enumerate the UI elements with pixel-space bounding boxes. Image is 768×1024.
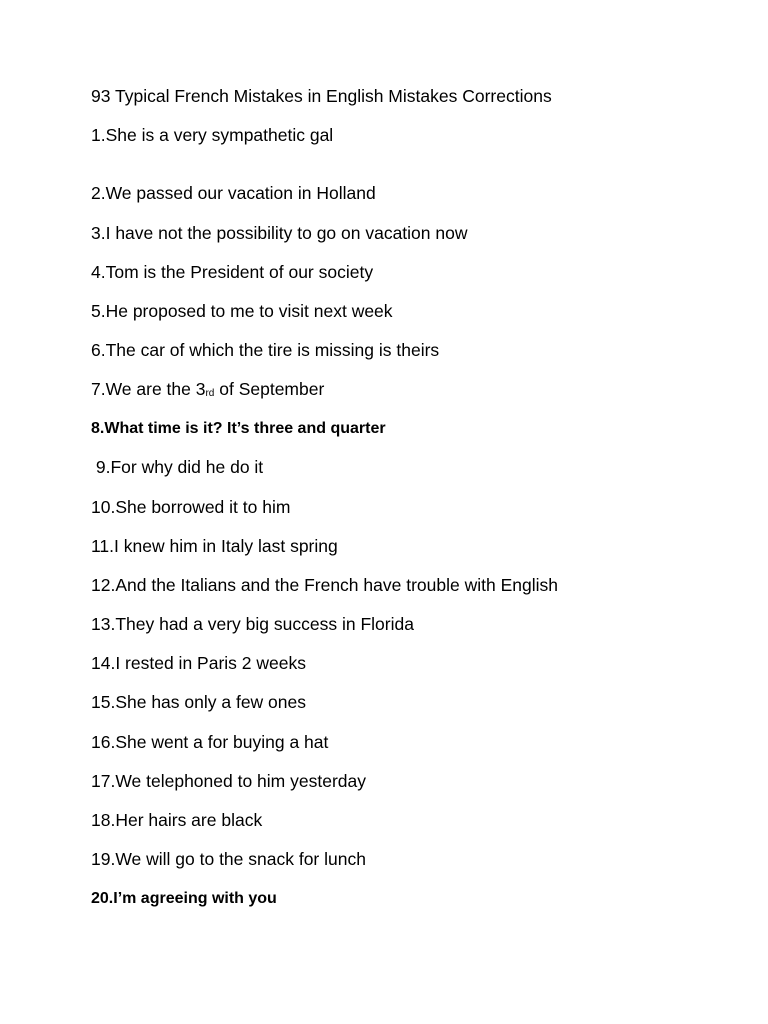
list-item-16: 16.She went a for buying a hat xyxy=(91,732,329,752)
list-item-2: 2.We passed our vacation in Holland xyxy=(91,183,376,203)
list-item-10: 10.She borrowed it to him xyxy=(91,497,291,517)
list-item-18: 18.Her hairs are black xyxy=(91,810,263,830)
list-item-4: 4.Tom is the President of our society xyxy=(91,262,374,282)
list-item-13: 13.They had a very big success in Florida xyxy=(91,614,414,634)
list-item-17: 17.We telephoned to him yesterday xyxy=(91,771,366,791)
list-item-19: 19.We will go to the snack for lunch xyxy=(91,849,366,869)
list-item-12: 12.And the Italians and the French have trouble with English xyxy=(91,575,558,595)
list-item-7 xyxy=(91,378,324,405)
list-item-5: 5.He proposed to me to visit next week xyxy=(91,301,393,321)
list-item-15: 15.She has only a few ones xyxy=(91,692,307,712)
list-item-1: 1.She is a very sympathetic gal xyxy=(91,125,334,145)
list-item-14: 14.I rested in Paris 2 weeks xyxy=(91,653,306,673)
ordinal-suffix: rd xyxy=(205,388,215,399)
list-item-7-after: of September xyxy=(214,379,325,399)
list-item-8: 8.What time is it? It’s three and quarter xyxy=(91,420,386,437)
list-item-6: 6.The car of which the tire is missing is theirs xyxy=(91,340,440,360)
list-item-7-before: 7.We are the 3 xyxy=(91,379,206,399)
list-item-11: 11.I knew him in Italy last spring xyxy=(91,536,338,556)
list-item-9: 9.For why did he do it xyxy=(91,457,264,477)
list-item-20: 20.I’m agreeing with you xyxy=(91,890,277,907)
list-item-3: 3.I have not the possibility to go on vacation now xyxy=(91,223,468,243)
document-title: 93 Typical French Mistakes in English Mistakes Corrections xyxy=(91,86,552,106)
